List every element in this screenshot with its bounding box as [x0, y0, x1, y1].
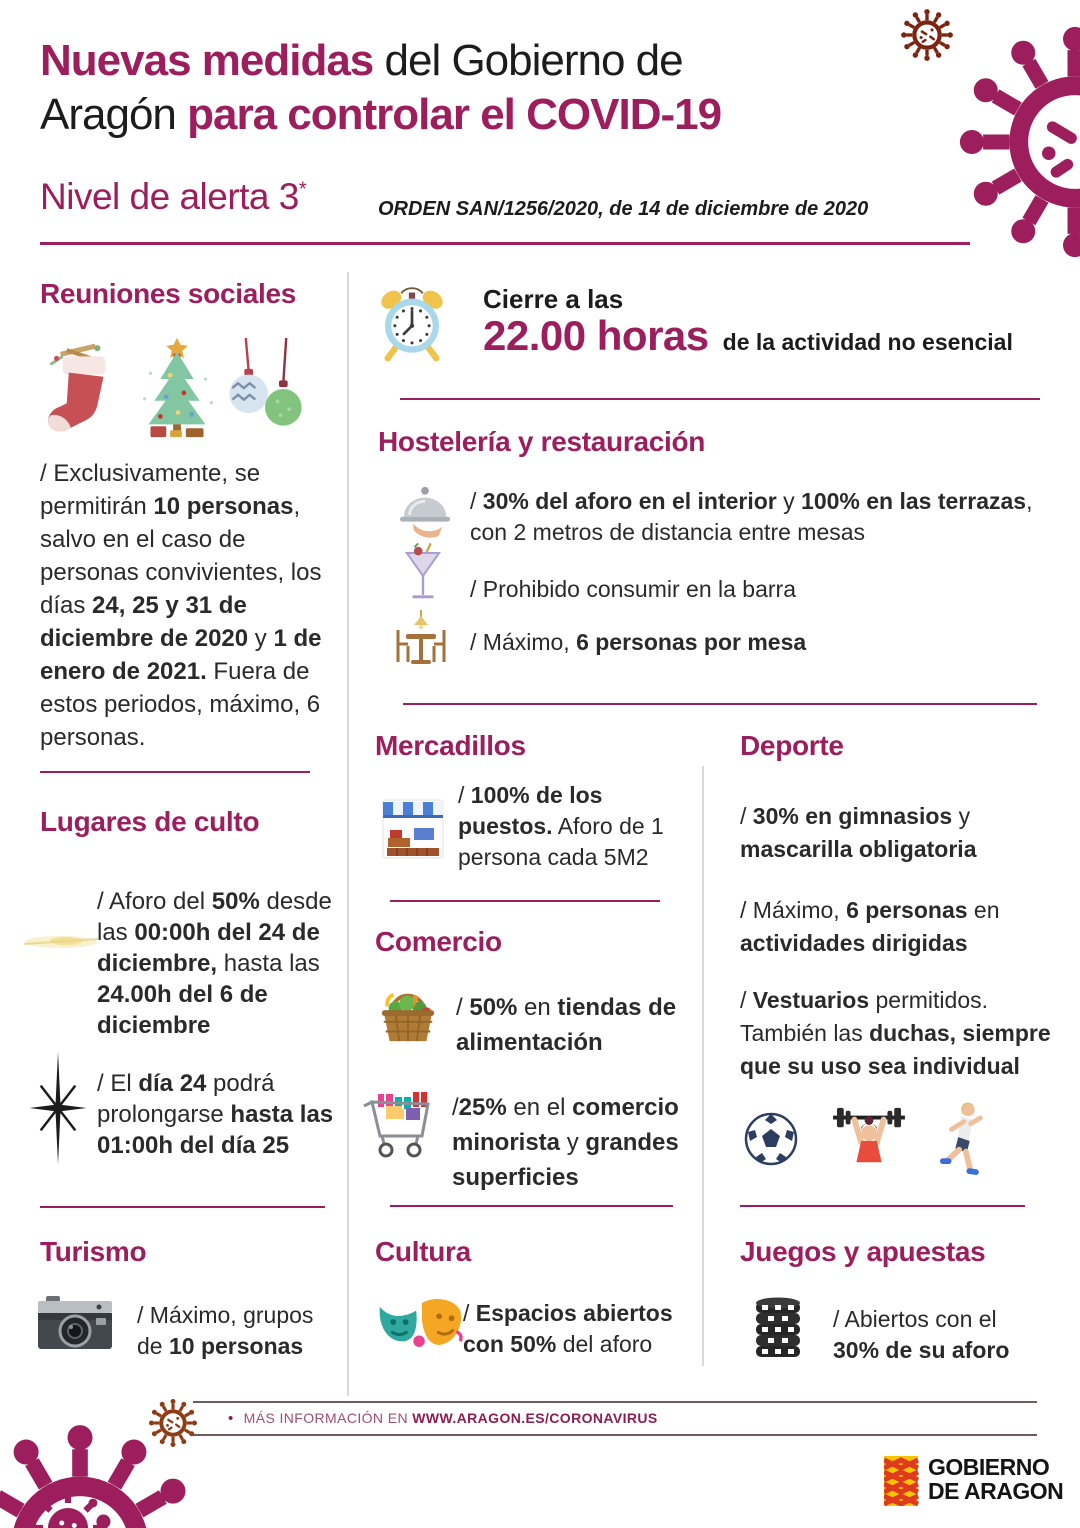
serving-cloche-hand-icon	[396, 484, 454, 538]
juegos-item: / Abiertos con el 30% de su aforo	[833, 1306, 1010, 1363]
market-stall-icon	[382, 798, 444, 860]
title-dark-1: del Gobierno de	[373, 36, 683, 85]
section-title-deporte: Deporte	[740, 730, 844, 761]
christmas-tree-icon	[130, 334, 225, 442]
mercadillos-item: / 100% de los puestos. Aforo de 1 persona cada 5M2	[458, 782, 664, 870]
eight-point-star-icon	[22, 1052, 94, 1164]
closing-time: 22.00 horas	[483, 312, 709, 359]
virus-outline-footer-icon	[148, 1398, 198, 1448]
cultura-item: / Espacios abiertos con 50% del aforo	[463, 1300, 673, 1357]
title-accent-1: Nuevas medidas	[40, 36, 374, 85]
shopping-cart-gifts-icon	[358, 1090, 442, 1164]
section-title-reuniones: Reuniones sociales	[40, 278, 297, 309]
vintage-camera-icon	[36, 1294, 114, 1352]
alert-asterisk: *	[298, 178, 307, 201]
poker-chips-icon	[748, 1296, 808, 1360]
theatre-masks-icon	[376, 1292, 464, 1356]
cocktail-glass-icon	[402, 540, 444, 606]
section-title-hosteleria: Hostelería y restauración	[378, 426, 706, 457]
virus-cluster-solid-icon	[28, 1488, 108, 1528]
section-title-turismo: Turismo	[40, 1236, 147, 1267]
closing-row	[483, 312, 1013, 360]
divider-middle-column	[702, 766, 704, 1366]
hosteleria-item-2: / Prohibido consumir en la barra	[470, 576, 796, 602]
section-title-cultura: Cultura	[375, 1236, 471, 1267]
rule-closing	[400, 398, 1040, 400]
aragon-flag-icon	[884, 1456, 922, 1506]
lugares-item-2: / El día 24 podrá prolongarse hasta las 01:00h del día 25	[97, 1070, 334, 1159]
reuniones-text: / Exclusivamente, se permitirán 10 personas, salvo en el caso de personas convivientes, los días 24, 25 y 31 de diciembre de 2020 y 1 de enero de 2021. Fuera de estos periodos, máximo, 6 personas.	[40, 460, 322, 751]
virus-large-icon	[955, 22, 1080, 262]
person-running-icon	[938, 1100, 988, 1180]
table-and-chairs-icon	[388, 610, 454, 668]
rule-mercadillos	[390, 900, 660, 902]
section-title-comercio: Comercio	[375, 926, 502, 957]
food-basket-icon	[376, 984, 440, 1046]
divider-left-column	[347, 272, 349, 1396]
footer-info-url: WWW.ARAGON.ES/CORONAVIRUS	[412, 1410, 658, 1426]
order-reference: ORDEN SAN/1256/2020, de 14 de diciembre de 2020	[378, 198, 869, 220]
rule-comercio	[390, 1205, 673, 1207]
deporte-item-1: / 30% en gimnasios y mascarilla obligatoria	[740, 803, 977, 862]
footer-info-prefix: MÁS INFORMACIÓN EN	[243, 1410, 413, 1426]
header-rule	[40, 242, 970, 245]
faint-star-flare-icon	[20, 922, 102, 962]
rule-reuniones	[40, 771, 310, 773]
footer-bullet: •	[228, 1410, 234, 1427]
government-logo-text	[928, 1455, 1063, 1503]
woman-lifting-barbell-icon	[828, 1104, 910, 1170]
christmas-baubles-icon	[222, 338, 310, 442]
closing-suffix: de la actividad no esencial	[722, 329, 1013, 355]
comercio-item-1: / 50% en tiendas de alimentación	[456, 994, 677, 1056]
title-dark-2: Aragón	[40, 90, 188, 139]
alarm-clock-icon	[376, 280, 448, 368]
title-accent-2: para controlar el COVID-19	[187, 90, 722, 139]
section-title-juegos: Juegos y apuestas	[740, 1236, 986, 1267]
deporte-item-3: / Vestuarios permitidos. También las duchas, siempre que su uso sea individual	[740, 987, 1051, 1079]
virus-outline-small-icon	[900, 8, 954, 62]
christmas-stocking-icon	[40, 338, 118, 440]
hosteleria-item-3: / Máximo, 6 personas por mesa	[470, 629, 807, 655]
page-title	[40, 34, 721, 142]
hosteleria-item-1: / 30% del aforo en el interior y 100% en las terrazas, con 2 metros de distancia entre mesas	[470, 488, 1033, 545]
comercio-item-2: /25% en el comercio minorista y grandes superficies	[452, 1094, 679, 1191]
deporte-item-2: / Máximo, 6 personas en actividades dirigidas	[740, 897, 1000, 956]
rule-hosteleria	[403, 703, 1037, 705]
alert-level: Nivel de alerta 3*	[40, 176, 307, 217]
closing-prefix: Cierre a las	[483, 284, 624, 314]
soccer-ball-icon	[744, 1112, 798, 1166]
section-title-mercadillos: Mercadillos	[375, 730, 526, 761]
footer-rule-bottom	[193, 1434, 1037, 1436]
section-title-lugares: Lugares de culto	[40, 806, 260, 837]
logo-line-2: DE ARAGON	[928, 1478, 1064, 1504]
footer-rule-top	[193, 1401, 1037, 1403]
turismo-item: / Máximo, grupos de 10 personas	[137, 1302, 314, 1359]
footer-info	[228, 1410, 658, 1427]
logo-line-1: GOBIERNO	[928, 1454, 1050, 1480]
lugares-item-1: / Aforo del 50% desde las 00:00h del 24 de diciembre, hasta las 24.00h del 6 de diciembre	[97, 888, 332, 1039]
rule-deporte	[740, 1205, 1025, 1207]
rule-lugares	[40, 1206, 325, 1208]
